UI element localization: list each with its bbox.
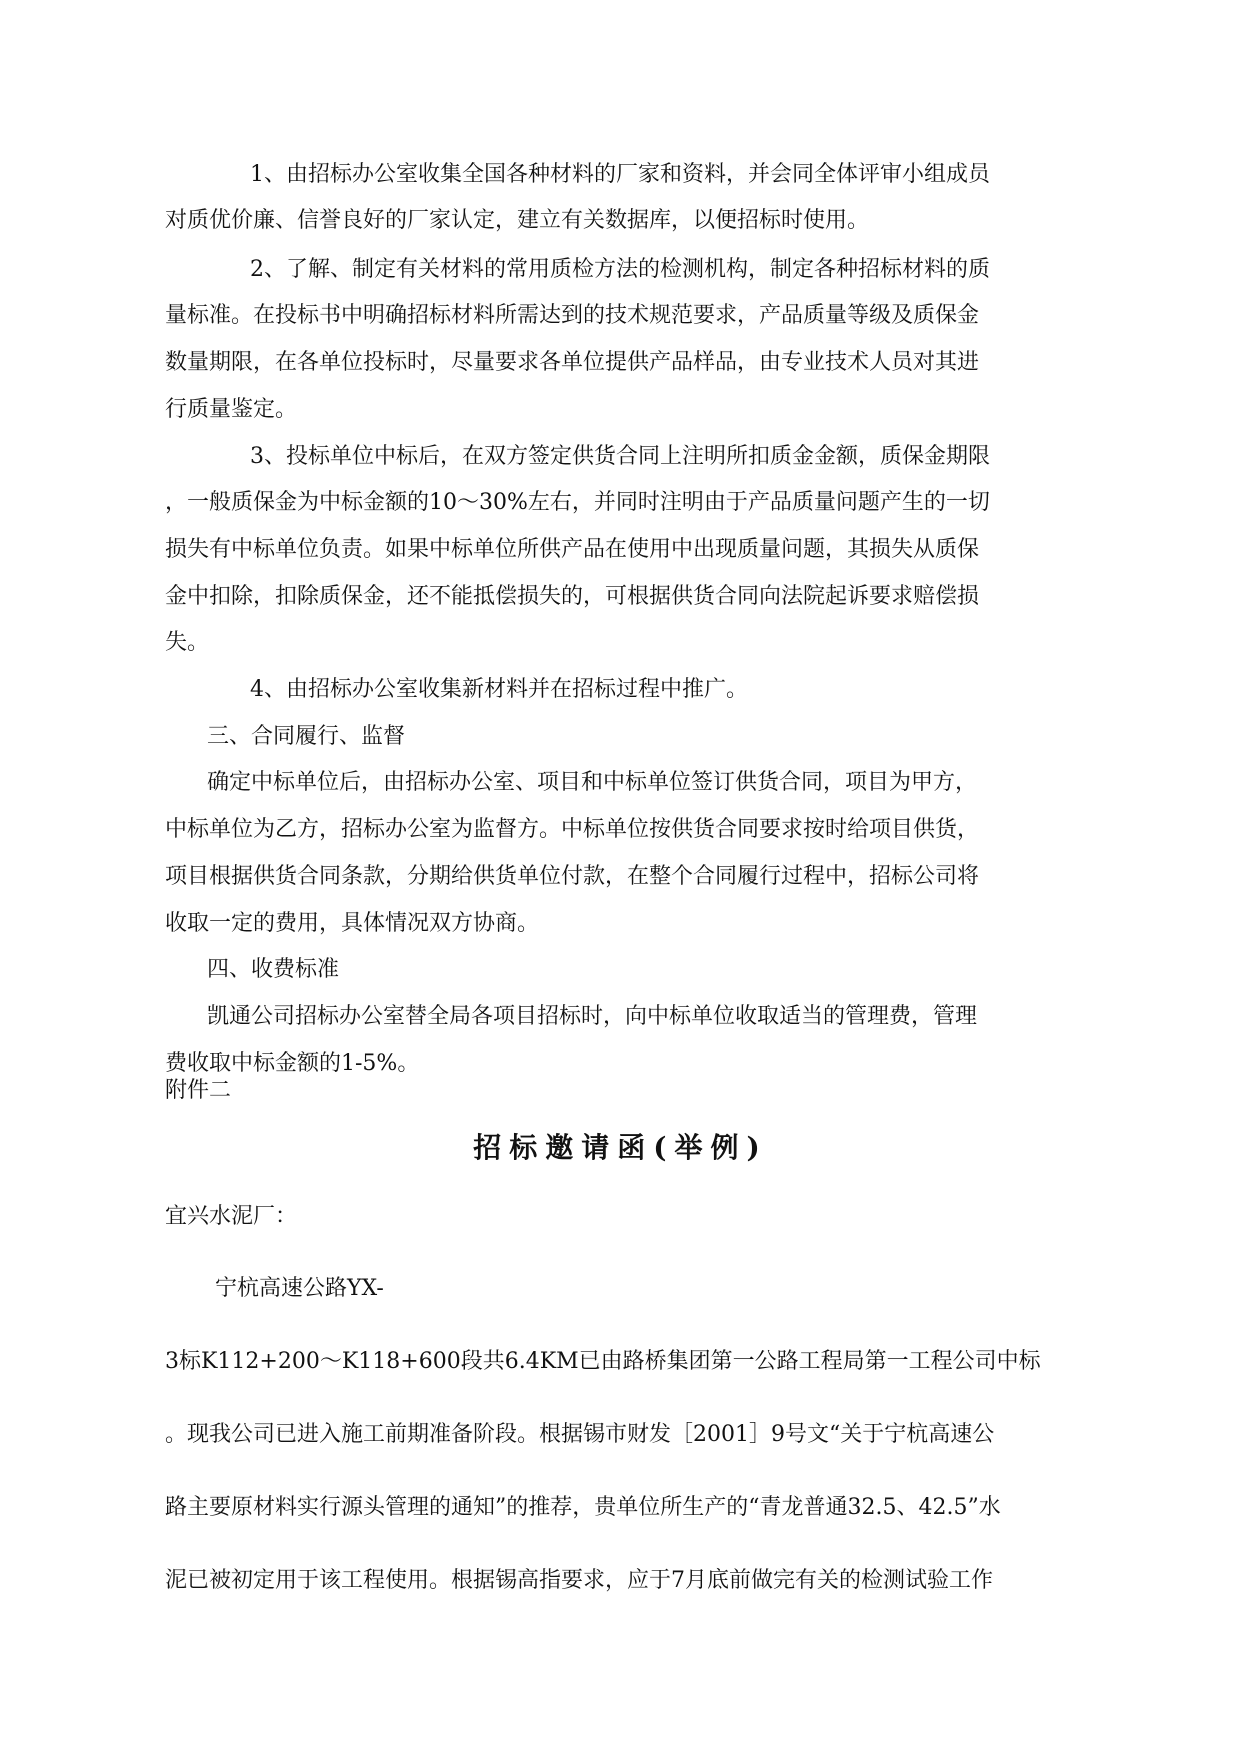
para-line: 失。 [165, 630, 210, 655]
para-line: 金中扣除，扣除质保金，还不能抵偿损失的，可根据供货合同向法院起诉要求赔偿损 [165, 584, 980, 609]
para-line: 费收取中标金额的1-5%。 [165, 1051, 420, 1076]
letter-line: 。现我公司已进入施工前期准备阶段。根据锡市财发［2001］9号文“关于宁杭高速公 [165, 1422, 995, 1447]
para-line: 1、由招标办公室收集全国各种材料的厂家和资料，并会同全体评审小组成员 [250, 162, 990, 187]
para-line: 项目根据供货合同条款，分期给供货单位付款，在整个合同履行过程中，招标公司将 [165, 864, 980, 889]
para-line: 3、投标单位中标后，在双方签定供货合同上注明所扣质金金额，质保金期限 [250, 444, 990, 469]
para-line: 确定中标单位后，由招标办公室、项目和中标单位签订供货合同，项目为甲方， [207, 770, 978, 795]
section-heading: 四、收费标准 [207, 957, 340, 982]
salutation: 宜兴水泥厂： [165, 1204, 298, 1229]
letter-line: 路主要原材料实行源头管理的通知”的推荐，贵单位所生产的“青龙普通32.5、42.5”水 [165, 1495, 1001, 1520]
para-line: 行质量鉴定。 [165, 397, 298, 422]
para-line: 数量期限，在各单位投标时，尽量要求各单位提供产品样品，由专业技术人员对其进 [165, 350, 980, 375]
attachment-label: 附件二 [165, 1078, 232, 1103]
letter-line: 宁杭高速公路YX- [215, 1276, 384, 1301]
para-line: 4、由招标办公室收集新材料并在招标过程中推广。 [250, 677, 748, 702]
para-line: 损失有中标单位负责。如果中标单位所供产品在使用中出现质量问题，其损失从质保 [165, 537, 980, 562]
para-line: ，一般质保金为中标金额的10～30%左右，并同时注明由于产品质量问题产生的一切 [165, 490, 990, 515]
para-line: 对质优价廉、信誉良好的厂家认定，建立有关数据库，以便招标时使用。 [165, 208, 870, 233]
document-title: 招标邀请函(举例) [473, 1131, 768, 1164]
para-line: 2、了解、制定有关材料的常用质检方法的检测机构，制定各种招标材料的质 [250, 257, 990, 282]
letter-line: 泥已被初定用于该工程使用。根据锡高指要求，应于7月底前做完有关的检测试验工作 [165, 1568, 993, 1593]
letter-line: 3标K112+200～K118+600段共6.4KM已由路桥集团第一公路工程局第一工程公司中标 [165, 1349, 1041, 1374]
para-line: 收取一定的费用，具体情况双方协商。 [165, 911, 540, 936]
section-heading: 三、合同履行、监督 [207, 724, 406, 749]
para-line: 量标准。在投标书中明确招标材料所需达到的技术规范要求，产品质量等级及质保金 [165, 303, 980, 328]
para-line: 中标单位为乙方，招标办公室为监督方。中标单位按供货合同要求按时给项目供货， [165, 817, 980, 842]
para-line: 凯通公司招标办公室替全局各项目招标时，向中标单位收取适当的管理费，管理 [207, 1004, 978, 1029]
